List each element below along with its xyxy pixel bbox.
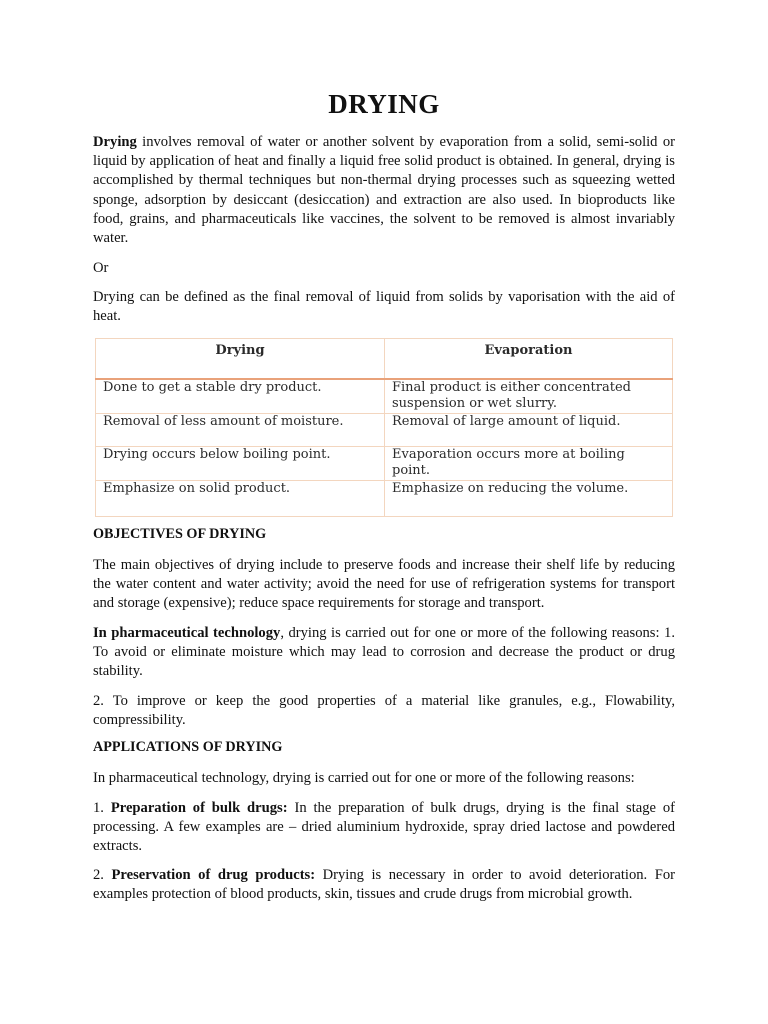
application-text: In the preparation of bulk drugs, drying is the final stage of processing. A few examples are – dried aluminium hydroxide, spray dried lactose and powdered extracts. (93, 800, 676, 855)
application-lead: Preservation of drug products: (111, 867, 316, 883)
application-text: Drying is necessary in order to avoid deterioration. For examples protection of blood products, skin, tissues and crude drugs from microbial growth. (93, 867, 675, 903)
table-row (96, 447, 673, 481)
application-lead: Preparation of bulk drugs: (110, 800, 288, 816)
table-header-evaporation: Evaporation (385, 339, 673, 380)
intro-paragraph (93, 133, 675, 248)
table-cell: Removal of less amount of moisture. (96, 414, 385, 447)
application-item-1 (93, 799, 675, 857)
pharma-paragraph (93, 624, 675, 682)
intro-text: involves removal of water or another solvent by evaporation from a solid, semi-solid or liquid by application of heat and finally a liquid free solid product is obtained. In general, drying is accomplished by thermal techniques but non-thermal drying processes such as squeezing wetted sponge, adsorption by desiccant (desiccation) and extraction are also used. In bioproducts like food, grains, and pharmaceuticals like vaccines, the solvent to be removed is almost invariably water. (93, 134, 675, 247)
intro-lead: Drying (93, 134, 137, 150)
objectives-paragraph: The main objectives of drying include to preserve foods and increase their shelf life by reducing the water content and water activity; avoid the need for use of refrigeration systems for transport and storage (expensive); reduce space requirements for storage and transport. (93, 557, 675, 612)
table-cell: Emphasize on solid product. (96, 481, 385, 517)
table-row (96, 414, 673, 447)
applications-intro: In pharmaceutical technology, drying is carried out for one or more of the following reasons: (93, 770, 635, 786)
objective-point-2: 2. To improve or keep the good properties of a material like granules, e.g., Flowability, compressibility. (93, 693, 675, 729)
table-cell: Removal of large amount of liquid. (385, 414, 673, 447)
pharma-text: , drying is carried out for one or more of the following reasons: 1. To avoid or eliminate moisture which may lead to corrosion and decrease the product or drug stability. (93, 625, 675, 680)
table-cell: Emphasize on reducing the volume. (385, 481, 673, 517)
objectives-heading: OBJECTIVES OF DRYING (93, 526, 267, 542)
table-cell: Final product is either concentrated suspension or wet slurry. (385, 379, 673, 414)
application-item-2 (93, 866, 675, 904)
application-number: 1. (93, 800, 111, 816)
table-row (96, 481, 673, 517)
table-cell: Drying occurs below boiling point. (96, 447, 385, 481)
table-cell: Evaporation occurs more at boiling point. (385, 447, 673, 481)
table-header-row (96, 339, 673, 380)
pharma-lead: In pharmaceutical technology (93, 625, 281, 641)
table-cell: Done to get a stable dry product. (96, 379, 385, 414)
or-text: Or (93, 260, 109, 276)
definition-paragraph: Drying can be defined as the final removal of liquid from solids by vaporisation with the aid of heat. (93, 289, 675, 325)
table-header-drying: Drying (96, 339, 385, 380)
page-title: DRYING (328, 89, 440, 119)
applications-heading: APPLICATIONS OF DRYING (93, 739, 283, 755)
application-number: 2. (93, 867, 112, 883)
table-row (96, 379, 673, 414)
comparison-table (95, 338, 673, 517)
